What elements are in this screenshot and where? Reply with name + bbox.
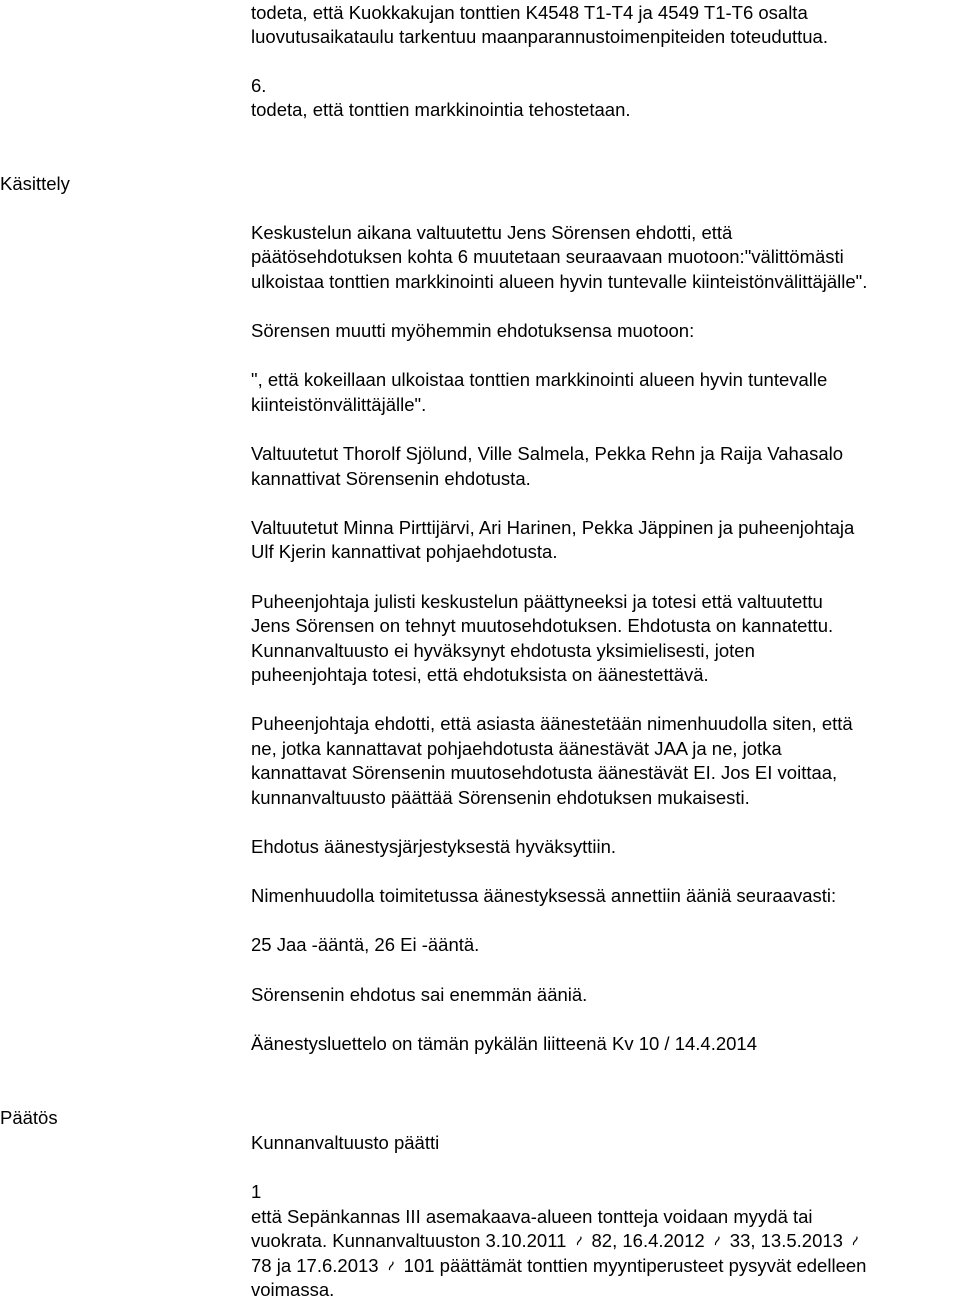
text-segment: 78 ja 17.6.2013 [251,1255,379,1276]
section-heading-kasittely: Käsittely [0,173,70,194]
paragraph-line: Ulf Kjerin kannattivat pohjaehdotusta. [251,541,558,562]
section-mark-icon: ~ [378,1256,403,1276]
section-mark-icon: ~ [566,1231,591,1251]
paragraph-line: Valtuutetut Minna Pirttijärvi, Ari Harinen, Pekka Jäppinen ja puheenjohtaja [251,517,855,538]
paragraph-line: 25 Jaa -ääntä, 26 Ei -ääntä. [251,934,480,955]
paragraph-line [251,1254,866,1278]
paragraph-line: luovutusaikataulu tarkentuu maanparannustoimenpiteiden toteuduttua. [251,26,828,47]
paragraph-line: Puheenjohtaja ehdotti, että asiasta äänestetään nimenhuudolla siten, että [251,713,853,734]
paragraph-line: Nimenhuudolla toimitetussa äänestyksessä annettiin ääniä seuraavasti: [251,885,837,906]
paragraph-line: kannattavat Sörensenin muutosehdotusta äänestävät EI. Jos EI voittaa, [251,762,838,783]
paragraph-line: voimassa. [251,1279,335,1300]
paragraph-line: Valtuutetut Thorolf Sjölund, Ville Salmela, Pekka Rehn ja Raija Vahasalo [251,443,844,464]
paragraph-line: ulkoistaa tonttien markkinointi alueen hyvin tuntevalle kiinteistönvälittäjälle". [251,271,868,292]
paragraph-line: todeta, että Kuokkakujan tonttien K4548 T1-T4 ja 4549 T1-T6 osalta [251,2,808,23]
text-segment: 101 päättämät tonttien myyntiperusteet pysyvät edelleen [403,1255,867,1276]
paragraph-line: Sörensen muutti myöhemmin ehdotuksensa muotoon: [251,320,695,341]
text-segment: 33, 13.5.2013 [729,1230,843,1251]
section-heading-paatos: Päätös [0,1107,58,1128]
paragraph-line: kannattivat Sörensenin ehdotusta. [251,468,531,489]
paragraph-line: kiinteistönvälittäjälle". [251,394,427,415]
section-mark-icon: ~ [843,1231,867,1251]
paragraph-line: Puheenjohtaja julisti keskustelun päättyneeksi ja totesi että valtuutettu [251,591,823,612]
paragraph-line: ne, jotka kannattavat pohjaehdotusta äänestävät JAA ja ne, jotka [251,738,782,759]
paragraph-line: Kunnanvaltuusto ei hyväksynyt ehdotusta yksimielisesti, joten [251,640,755,661]
paragraph-line: ", että kokeillaan ulkoistaa tonttien markkinointi alueen hyvin tuntevalle [251,369,828,390]
paragraph-line: todeta, että tonttien markkinointia tehostetaan. [251,99,631,120]
text-segment: vuokrata. Kunnanvaltuuston 3.10.2011 [251,1230,567,1251]
paragraph-line: että Sepänkannas III asemakaava-alueen tontteja voidaan myydä tai [251,1206,813,1227]
paragraph-line: Jens Sörensen on tehnyt muutosehdotuksen. Ehdotusta on kannatettu. [251,615,834,636]
list-number: 6. [251,75,267,96]
text-segment: 82, 16.4.2012 [591,1230,705,1251]
paragraph-line: puheenjohtaja totesi, että ehdotuksista on äänestettävä. [251,664,709,685]
paragraph-line: kunnanvaltuusto päättää Sörensenin ehdotuksen mukaisesti. [251,787,750,808]
list-number: 1 [251,1181,262,1202]
paragraph-line: Sörensenin ehdotus sai enemmän ääniä. [251,984,588,1005]
paragraph-line: Keskustelun aikana valtuutettu Jens Sörensen ehdotti, että [251,222,733,243]
paragraph-line: Äänestysluettelo on tämän pykälän liitteenä Kv 10 / 14.4.2014 [251,1033,758,1054]
paragraph-line: Ehdotus äänestysjärjestyksestä hyväksyttiin. [251,836,617,857]
section-mark-icon: ~ [704,1231,729,1251]
paragraph-line: päätösehdotuksen kohta 6 muutetaan seuraavaan muotoon:"välittömästi [251,246,844,267]
paragraph-line: Kunnanvaltuusto päätti [251,1132,440,1153]
paragraph-line [251,1229,867,1253]
